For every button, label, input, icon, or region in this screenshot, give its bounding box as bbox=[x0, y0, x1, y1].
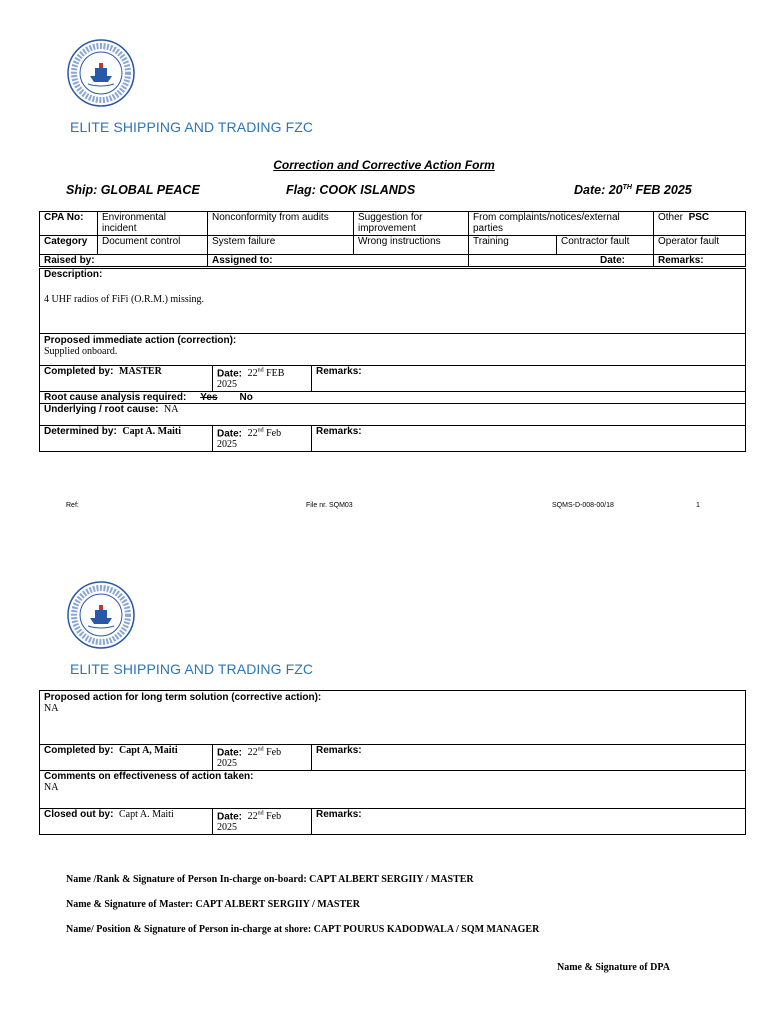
cpa-option-audits[interactable]: Nonconformity from audits bbox=[208, 212, 354, 236]
underlying-field[interactable]: Underlying / root cause: NA bbox=[40, 404, 746, 426]
long-term-value: NA bbox=[44, 703, 59, 714]
long-term-label: Proposed action for long term solution (corrective action): bbox=[44, 692, 322, 703]
category-wrong-instructions[interactable]: Wrong instructions bbox=[354, 236, 469, 255]
company-logo-2 bbox=[66, 580, 136, 655]
completed-remarks-field-2[interactable]: Remarks: bbox=[312, 745, 746, 771]
description-label: Description: bbox=[44, 269, 103, 280]
signature-onboard: Name /Rank & Signature of Person In-charge on-board: CAPT ALBERT SERGIIY / MASTER bbox=[66, 874, 474, 885]
remarks-field[interactable]: Remarks: bbox=[654, 255, 746, 267]
category-row bbox=[40, 236, 746, 255]
category-operator-fault[interactable]: Operator fault bbox=[654, 236, 746, 255]
description-field[interactable] bbox=[40, 269, 746, 334]
ship-name: Ship: GLOBAL PEACE bbox=[66, 183, 200, 197]
cpa-detail-table bbox=[39, 268, 746, 452]
root-cause-required-field[interactable]: Root cause analysis required: Yes No bbox=[40, 392, 746, 404]
category-document-control[interactable]: Document control bbox=[98, 236, 208, 255]
yes-option[interactable]: Yes bbox=[200, 392, 218, 403]
immediate-action-text: Supplied onboard. bbox=[44, 346, 118, 357]
footer-code: SQMS-D-008-00/18 bbox=[552, 502, 614, 509]
determined-row bbox=[40, 426, 746, 452]
closed-remarks-field[interactable]: Remarks: bbox=[312, 809, 746, 835]
cpa-label: CPA No: bbox=[40, 212, 98, 236]
raised-by-field[interactable]: Raised by: bbox=[40, 255, 208, 267]
cpa-option-complaints[interactable]: From complaints/notices/external parties bbox=[469, 212, 654, 236]
effectiveness-row bbox=[40, 771, 746, 809]
report-date: Date: 20TH FEB 2025 bbox=[574, 183, 692, 197]
flag: Flag: COOK ISLANDS bbox=[286, 183, 416, 197]
root-cause-required-row bbox=[40, 392, 746, 404]
immediate-action-row bbox=[40, 334, 746, 366]
signature-dpa: Name & Signature of DPA bbox=[557, 962, 670, 973]
long-term-field[interactable] bbox=[40, 691, 746, 745]
category-label: Category bbox=[40, 236, 98, 255]
completed-by-field-2[interactable]: Completed by: Capt A, Maiti bbox=[40, 745, 213, 771]
completed-date-field[interactable]: Date: 22nd FEB 2025 bbox=[213, 366, 312, 392]
closed-out-row bbox=[40, 809, 746, 835]
footer-ref: Ref: bbox=[66, 502, 79, 509]
closed-by-field[interactable]: Closed out by: Capt A. Maiti bbox=[40, 809, 213, 835]
completed-remarks-field[interactable]: Remarks: bbox=[312, 366, 746, 392]
footer-file: File nr. SQM03 bbox=[306, 502, 353, 509]
immediate-action-field[interactable] bbox=[40, 334, 746, 366]
cpa-form-table bbox=[39, 211, 746, 267]
no-option[interactable]: No bbox=[239, 392, 253, 403]
category-training[interactable]: Training bbox=[469, 236, 557, 255]
signature-master: Name & Signature of Master: CAPT ALBERT SERGIIY / MASTER bbox=[66, 899, 361, 910]
raised-row bbox=[40, 255, 746, 267]
completed-row bbox=[40, 366, 746, 392]
signature-shore: Name/ Position & Signature of Person in-charge at shore: CAPT POURUS KADODWALA / SQM MANAGER bbox=[66, 924, 540, 935]
effectiveness-value: NA bbox=[44, 782, 59, 793]
description-text: 4 UHF radios of FiFi (O.R.M.) missing. bbox=[44, 294, 205, 305]
completed-row-2 bbox=[40, 745, 746, 771]
completed-date-field-2[interactable]: Date: 22nd Feb 2025 bbox=[213, 745, 312, 771]
category-contractor-fault[interactable]: Contractor fault bbox=[557, 236, 654, 255]
cpa-option-suggestion[interactable]: Suggestion for improvement bbox=[354, 212, 469, 236]
effectiveness-label: Comments on effectiveness of action taken: bbox=[44, 771, 254, 782]
date-field[interactable]: Date: bbox=[469, 255, 654, 267]
company-seal-icon bbox=[66, 38, 136, 108]
description-row bbox=[40, 269, 746, 334]
determined-by-field[interactable]: Determined by: Capt A. Maiti bbox=[40, 426, 213, 452]
company-name: ELITE SHIPPING AND TRADING FZC bbox=[70, 119, 314, 135]
assigned-to-field[interactable]: Assigned to: bbox=[208, 255, 469, 267]
immediate-action-label: Proposed immediate action (correction): bbox=[44, 335, 237, 346]
determined-remarks-field[interactable]: Remarks: bbox=[312, 426, 746, 452]
determined-date-field[interactable]: Date: 22nd Feb 2025 bbox=[213, 426, 312, 452]
long-term-row bbox=[40, 691, 746, 745]
effectiveness-field[interactable] bbox=[40, 771, 746, 809]
company-seal-icon bbox=[66, 580, 136, 650]
cpa-option-other[interactable]: Other PSC bbox=[654, 212, 746, 236]
form-title: Correction and Corrective Action Form bbox=[273, 158, 495, 172]
company-logo bbox=[66, 38, 136, 113]
cpa-row bbox=[40, 212, 746, 236]
footer-page: 1 bbox=[696, 502, 700, 509]
category-system-failure[interactable]: System failure bbox=[208, 236, 354, 255]
corrective-action-table bbox=[39, 690, 746, 835]
completed-by-field[interactable]: Completed by: MASTER bbox=[40, 366, 213, 392]
closed-date-field[interactable]: Date: 22nd Feb 2025 bbox=[213, 809, 312, 835]
underlying-row bbox=[40, 404, 746, 426]
company-name-2: ELITE SHIPPING AND TRADING FZC bbox=[70, 661, 314, 677]
cpa-option-environmental[interactable]: Environmental incident bbox=[98, 212, 208, 236]
